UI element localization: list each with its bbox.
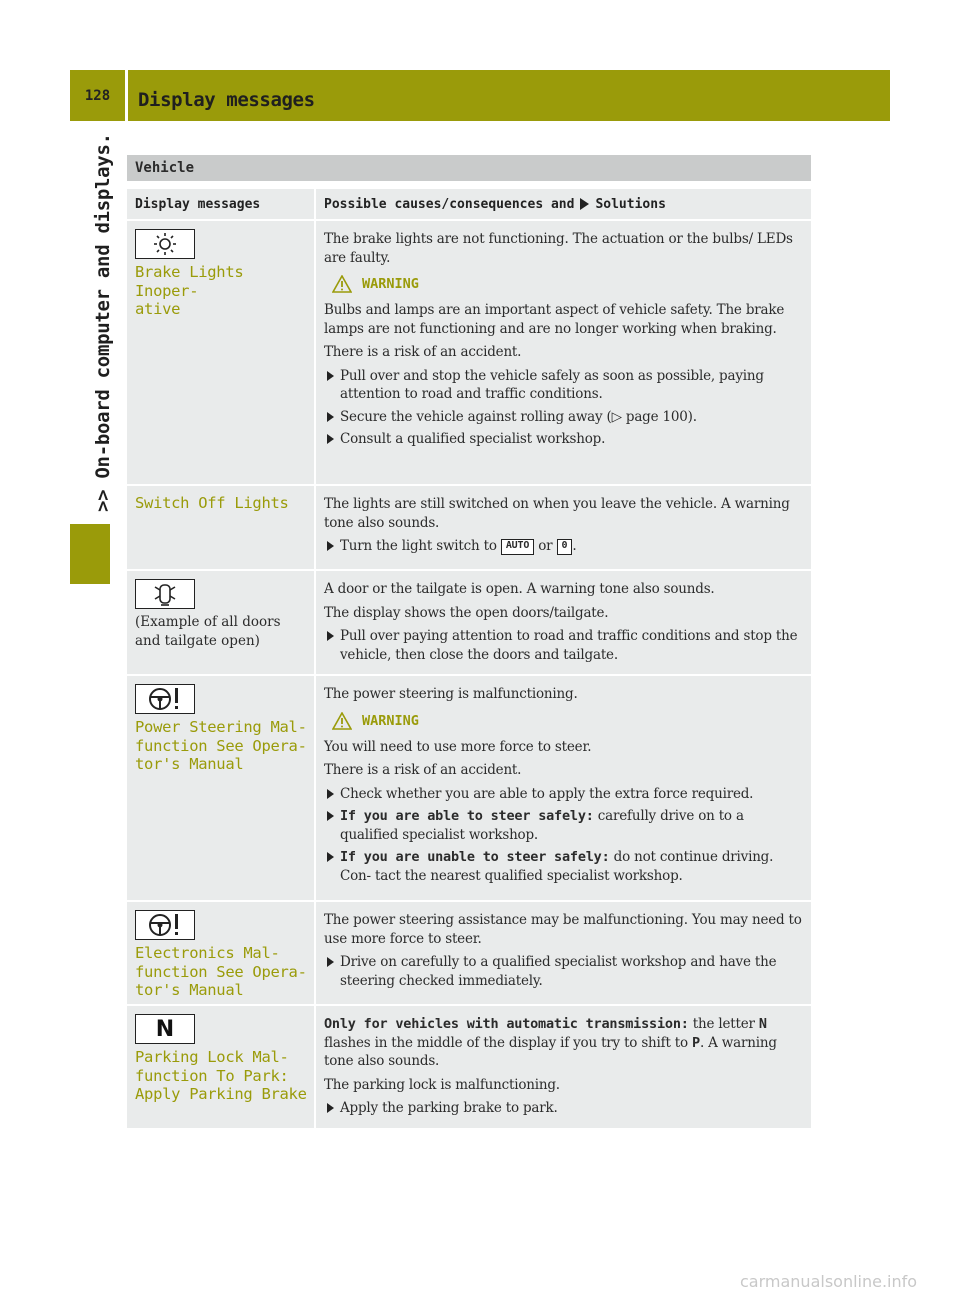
cause-text: A door or the tailgate is open. A warning tone also sounds.: [324, 581, 715, 597]
column-header-causes: [314, 189, 811, 219]
image-caption: (Example of all doors and tailgate open): [135, 614, 281, 649]
car-doors-open-icon: [135, 579, 195, 609]
solution-step: [324, 848, 803, 885]
table-header-row: [127, 189, 811, 221]
step-text: Turn the light switch to: [340, 538, 497, 554]
page-header: [128, 70, 890, 121]
cause-fragment: the letter: [688, 1016, 759, 1032]
gear-letter-p: P: [692, 1034, 700, 1051]
side-tab-label: >> On-board computer and displays.: [92, 133, 114, 512]
column-header-solutions-label: Solutions: [595, 196, 666, 212]
table-row: [127, 676, 811, 902]
column-header-causes-label: Possible causes/consequences and: [324, 196, 575, 212]
gear-letter-n: N: [758, 1016, 767, 1032]
cause-text: The brake lights are not functioning. The actuation or the bulbs/ LEDs are faulty.: [324, 231, 793, 266]
solution-step: Pull over paying attention to road and traffic conditions and stop the vehicle, then close the doors and tailgate.: [324, 627, 803, 664]
table-row: [127, 571, 811, 676]
bulb-icon: [135, 229, 195, 259]
off-switch-icon: 0: [557, 539, 573, 555]
steering-warning-icon: [135, 684, 195, 714]
cause-text: The power steering is malfunctioning.: [324, 686, 578, 702]
solution-step: Pull over and stop the vehicle safely as soon as possible, paying attention to road and traffic conditions.: [324, 367, 803, 404]
display-message: Power Steering Mal- function See Opera- tor's Manual: [135, 718, 307, 773]
solution-step: Secure the vehicle against rolling away (▷ page 100).: [324, 408, 803, 427]
warning-detail: Bulbs and lamps are an important aspect of vehicle safety. The brake lamps are not functioning and are no longer working when braking.: [324, 302, 785, 337]
solution-step: Check whether you are able to apply the extra force required.: [324, 785, 803, 804]
warning-text: WARNING: [362, 712, 419, 729]
arrow-icon: [580, 198, 589, 210]
cause-text: The parking lock is malfunctioning.: [324, 1076, 560, 1093]
column-header-messages: Display messages: [135, 196, 261, 212]
table-row: [127, 902, 811, 1006]
cause-text: The display shows the open doors/tailgate.: [324, 604, 609, 621]
warning-label: [332, 712, 803, 730]
page-title: Display messages: [138, 89, 315, 111]
cause-text: The lights are still switched on when you leave the vehicle. A warning tone also sounds.: [324, 496, 790, 531]
cause-fragment: flashes in the middle of the display if you try to shift to: [324, 1034, 693, 1051]
warning-detail: You will need to use more force to steer.: [324, 738, 592, 755]
solution-step: [324, 807, 803, 844]
condition-text: Only for vehicles with automatic transmission:: [324, 1016, 689, 1032]
warning-triangle-icon: [332, 275, 352, 293]
display-message: Brake Lights Inoper- ative: [135, 263, 244, 318]
display-message: Parking Lock Mal- function To Park: Apply Parking Brake: [135, 1048, 307, 1103]
table-row: [127, 221, 811, 486]
display-message: Switch Off Lights: [135, 494, 289, 512]
warning-triangle-icon: [332, 712, 352, 730]
gear-n-icon: [135, 1014, 195, 1044]
watermark: carmanualsonline.info: [740, 1272, 918, 1291]
risk-text: There is a risk of an accident.: [324, 762, 522, 778]
page-number: 128: [70, 70, 125, 121]
step-text: do not continue driving. Con- tact the nearest qualified specialist workshop.: [340, 849, 774, 884]
gear-letter: N: [155, 1016, 175, 1042]
step-condition: If you are unable to steer safely:: [340, 849, 610, 865]
auto-switch-icon: AUTO: [501, 539, 534, 555]
warning-text: WARNING: [362, 276, 419, 292]
display-messages-table: [127, 155, 811, 1130]
display-message: Electronics Mal- function See Opera- tor's Manual: [135, 944, 307, 999]
step-text: carefully drive on to a qualified specialist workshop.: [340, 808, 744, 843]
table-row: [127, 1006, 811, 1130]
side-tab-marker: [70, 524, 110, 584]
section-title: Vehicle: [127, 155, 811, 181]
solution-step: Drive on carefully to a qualified specialist workshop and have the steering checked immediately.: [324, 953, 803, 990]
steering-warning-icon: [135, 910, 195, 940]
cause-text: [324, 1015, 803, 1071]
cause-fragment: . A warning tone also sounds.: [324, 1034, 777, 1069]
or-text: or: [538, 538, 553, 554]
solution-step: Apply the parking brake to park.: [324, 1099, 803, 1118]
cause-text: The power steering assistance may be malfunctioning. You may need to use more force to steer.: [324, 912, 802, 947]
risk-text: There is a risk of an accident.: [324, 344, 522, 360]
solution-step: [324, 537, 803, 556]
step-condition: If you are able to steer safely:: [340, 808, 594, 824]
table-row: [127, 486, 811, 571]
warning-label: [332, 275, 803, 293]
solution-step: Consult a qualified specialist workshop.: [324, 430, 803, 449]
step-end: .: [572, 538, 577, 554]
